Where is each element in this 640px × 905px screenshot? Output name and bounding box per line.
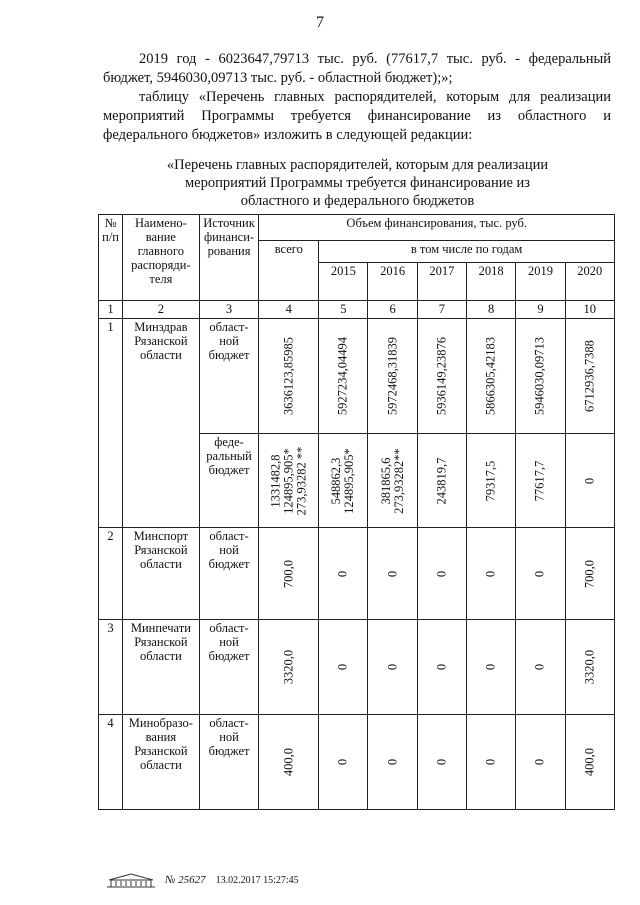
value-text: 400,0 xyxy=(281,747,296,777)
value-text: 0 xyxy=(434,570,449,577)
value-cell xyxy=(516,434,565,528)
col-number: 5 xyxy=(319,301,368,319)
value-text: 5936149,23876 xyxy=(434,336,449,416)
value-text: 0 xyxy=(434,663,449,671)
intro-text xyxy=(103,50,611,145)
intro-table-instruction: таблицу «Перечень главных распорядителей, которым для реализации мероприятий Программы требуется финансирование из областного и федерального бюджетов» изложить в следующей редакции: xyxy=(103,89,611,143)
intro-line-2019: 2019 год - 6023647,79713 тыс. руб. (77617,7 тыс. руб. - федеральный бюджет, 5946030,09713 тыс. руб. - областной бюджет);»; xyxy=(103,51,611,86)
value-text: 3320,0 xyxy=(582,649,597,685)
value-cell xyxy=(565,434,614,528)
value-cell xyxy=(417,715,466,810)
value-cell xyxy=(467,620,516,715)
value-cell xyxy=(417,620,466,715)
value-line: 124895,905* xyxy=(342,447,357,514)
value-cell xyxy=(467,715,516,810)
value-text xyxy=(330,448,356,514)
value-text: 400,0 xyxy=(582,747,597,777)
value-text: 0 xyxy=(483,570,498,577)
header-year-2017: 2017 xyxy=(417,263,466,301)
value-cell xyxy=(368,528,417,620)
value-cell xyxy=(516,319,565,434)
value-cell xyxy=(516,715,565,810)
value-text: 0 xyxy=(335,758,350,766)
header-name: Наимено-вание главного распоряди-теля xyxy=(123,215,200,301)
value-text: 5927234,04494 xyxy=(335,336,350,416)
value-cell xyxy=(516,528,565,620)
value-line: 273,93282** xyxy=(391,447,406,514)
table-row xyxy=(99,528,615,620)
col-number: 8 xyxy=(467,301,516,319)
value-cell xyxy=(319,434,368,528)
value-text: 0 xyxy=(335,570,350,577)
value-text: 5866305,42183 xyxy=(483,336,498,416)
col-number: 4 xyxy=(259,301,319,319)
document-footer xyxy=(103,871,299,889)
value-text: 700,0 xyxy=(281,559,296,588)
table-caption xyxy=(100,156,615,210)
value-text: 79317,5 xyxy=(483,460,498,501)
row-num: 4 xyxy=(99,715,123,810)
value-cell xyxy=(368,715,417,810)
col-number: 3 xyxy=(199,301,259,319)
row-source: област-ной бюджет xyxy=(199,528,259,620)
value-cell xyxy=(565,528,614,620)
value-cell xyxy=(417,434,466,528)
row-num: 3 xyxy=(99,620,123,715)
value-text: 0 xyxy=(532,758,547,766)
value-text: 0 xyxy=(483,758,498,766)
value-text: 0 xyxy=(385,758,400,766)
value-text: 0 xyxy=(385,570,400,577)
value-cell xyxy=(259,319,319,434)
value-text: 5946030,09713 xyxy=(532,336,547,416)
header-year-2015: 2015 xyxy=(319,263,368,301)
value-cell xyxy=(259,434,319,528)
value-text: 0 xyxy=(335,663,350,671)
value-text: 5972468,31839 xyxy=(385,336,400,416)
value-text: 0 xyxy=(434,758,449,766)
col-number: 9 xyxy=(516,301,565,319)
caption-line-1: «Перечень главных распорядителей, которым для реализации xyxy=(166,157,549,173)
page-number: 7 xyxy=(316,14,324,31)
value-cell xyxy=(259,715,319,810)
row-name: Минспорт Рязанской области xyxy=(123,528,200,620)
col-number: 10 xyxy=(565,301,614,319)
value-text: 0 xyxy=(483,663,498,671)
value-line: 273,93282 ** xyxy=(294,446,309,515)
header-volume: Объем финансирования, тыс. руб. xyxy=(259,215,615,241)
value-text: 77617,7 xyxy=(532,460,547,501)
value-cell xyxy=(467,434,516,528)
doc-number: № 25627 xyxy=(165,874,206,886)
value-cell xyxy=(516,620,565,715)
header-year-2020: 2020 xyxy=(565,263,614,301)
row-source: област-ной бюджет xyxy=(199,319,259,434)
header-total: всего xyxy=(259,241,319,301)
value-cell xyxy=(368,434,417,528)
value-text: 0 xyxy=(532,570,547,577)
col-number: 1 xyxy=(99,301,123,319)
row-source: област-ной бюджет xyxy=(199,715,259,810)
value-text: 6712936,7388 xyxy=(582,340,597,412)
value-cell xyxy=(565,715,614,810)
value-cell xyxy=(467,319,516,434)
value-cell xyxy=(565,620,614,715)
value-line: 548862,3 xyxy=(329,457,344,504)
value-text: 700,0 xyxy=(582,559,597,588)
table-row xyxy=(99,319,615,434)
financing-table xyxy=(98,214,615,810)
value-cell xyxy=(368,620,417,715)
row-source: феде-ральный бюджет xyxy=(199,434,259,528)
value-text: 0 xyxy=(582,477,597,484)
value-cell xyxy=(417,528,466,620)
table-row xyxy=(99,620,615,715)
value-cell xyxy=(259,620,319,715)
value-line: 1331482,8 xyxy=(268,453,283,508)
value-cell xyxy=(319,528,368,620)
row-num: 2 xyxy=(99,528,123,620)
column-number-row xyxy=(99,301,615,319)
value-text xyxy=(380,448,406,514)
value-cell xyxy=(259,528,319,620)
header-year-2019: 2019 xyxy=(516,263,565,301)
caption-line-3: областного и федерального бюджетов xyxy=(240,193,475,209)
value-cell xyxy=(319,620,368,715)
table-row xyxy=(99,715,615,810)
col-number: 7 xyxy=(417,301,466,319)
value-text: 0 xyxy=(532,663,547,671)
row-name: Минпечати Рязанской области xyxy=(123,620,200,715)
col-number: 6 xyxy=(368,301,417,319)
value-cell xyxy=(319,319,368,434)
value-line: 381865,6 xyxy=(378,457,393,504)
value-cell xyxy=(565,319,614,434)
caption-line-2: мероприятий Программы требуется финансирование из xyxy=(184,175,531,191)
value-cell xyxy=(467,528,516,620)
value-text: 243819,7 xyxy=(434,457,449,504)
row-num: 1 xyxy=(99,319,123,528)
value-cell xyxy=(319,715,368,810)
value-line: 124895,905* xyxy=(281,447,296,514)
doc-timestamp: 13.02.2017 15:27:45 xyxy=(215,874,299,886)
row-name: Минобразо-вания Рязанской области xyxy=(123,715,200,810)
value-text: 3636123,85985 xyxy=(281,336,296,416)
value-cell xyxy=(417,319,466,434)
header-source: Источник финанси-рования xyxy=(199,215,259,301)
value-text: 3320,0 xyxy=(281,649,296,685)
header-by-year: в том числе по годам xyxy=(319,241,615,263)
value-text xyxy=(269,446,308,515)
header-num: № п/п xyxy=(99,215,123,301)
col-number: 2 xyxy=(123,301,200,319)
building-stamp-icon xyxy=(103,871,159,889)
header-year-2018: 2018 xyxy=(467,263,516,301)
row-source: област-ной бюджет xyxy=(199,620,259,715)
value-text: 0 xyxy=(385,663,400,671)
row-name: Минздрав Рязанской области xyxy=(123,319,200,528)
value-cell xyxy=(368,319,417,434)
header-year-2016: 2016 xyxy=(368,263,417,301)
